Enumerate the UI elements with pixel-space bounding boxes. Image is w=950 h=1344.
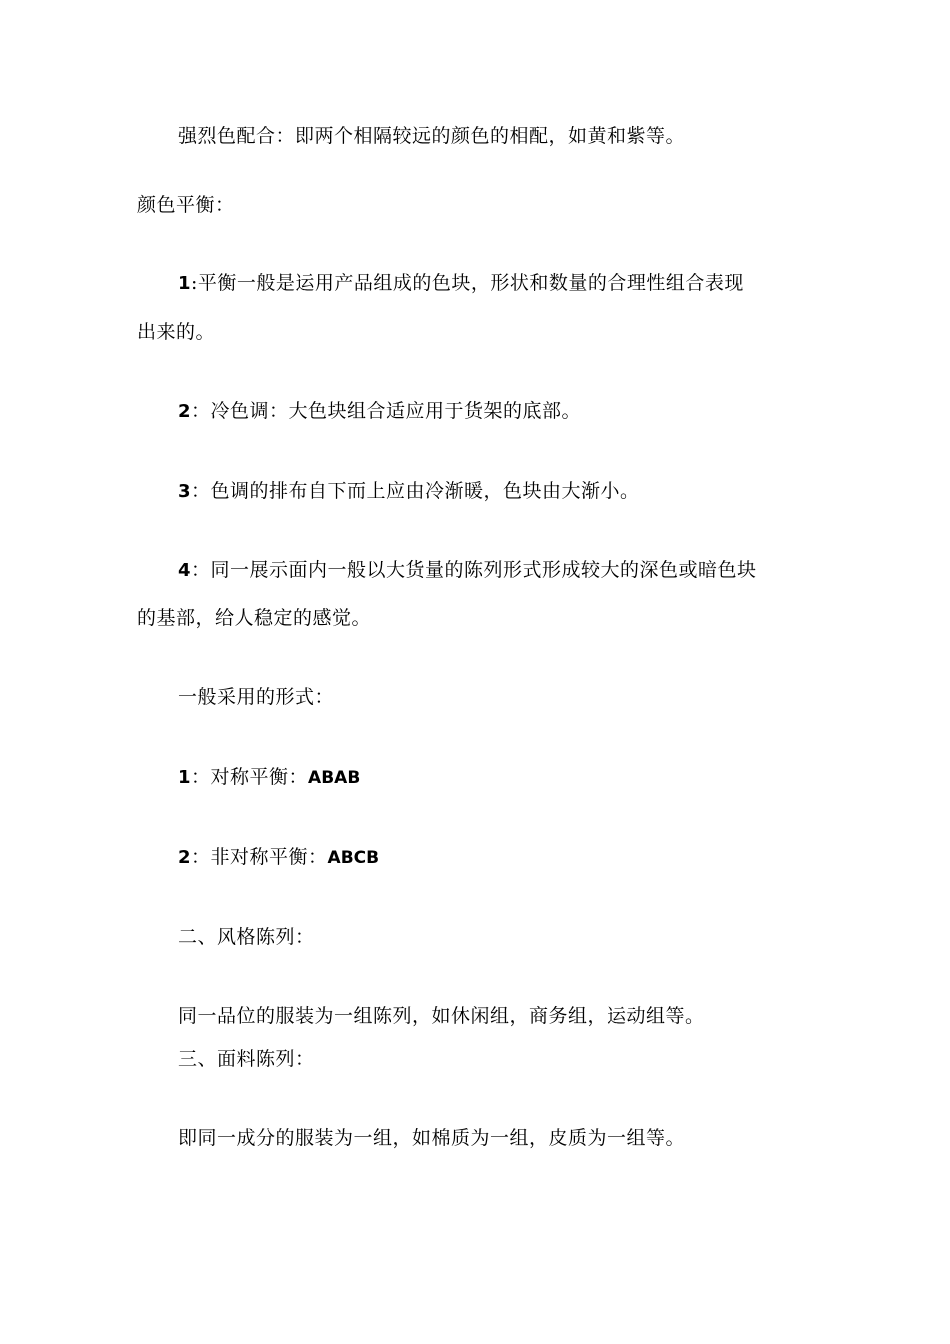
paragraph-fabric-display — [178, 1126, 685, 1150]
item-text: :平衡一般是运用产品组成的色块，形状和数量的合理性组合表现 — [191, 272, 744, 294]
heading-text: 二、风格陈列： — [178, 926, 315, 948]
heading-color-balance — [137, 193, 235, 217]
paragraph-text: 同一品位的服装为一组陈列，如休闲组，商务组，运动组等。 — [178, 1005, 705, 1027]
paragraph-text: 即同一成分的服装为一组，如棉质为一组，皮质为一组等。 — [178, 1127, 686, 1149]
item-text: 出来的。 — [137, 321, 216, 343]
balance-item-1-line-2 — [137, 320, 215, 344]
heading-text: 三、面料陈列： — [178, 1048, 315, 1070]
item-text: ：冷色调：大色块组合适应用于货架的底部。 — [191, 400, 582, 422]
balance-item-4-line-2 — [137, 606, 371, 630]
heading-style-display — [178, 925, 315, 949]
item-number: 1 — [178, 767, 192, 788]
item-text: ：色调的排布自下而上应由冷渐暖，色块由大渐小。 — [191, 480, 640, 502]
balance-item-3 — [178, 479, 640, 504]
item-text: ：对称平衡： — [191, 766, 309, 788]
paragraph-text: 强烈色配合：即两个相隔较远的颜色的相配，如黄和紫等。 — [178, 125, 686, 147]
balance-item-2 — [178, 399, 581, 424]
heading-text: 颜色平衡： — [137, 194, 235, 216]
balance-item-1-line-1 — [178, 271, 744, 296]
heading-common-forms — [178, 685, 334, 709]
item-text: ：非对称平衡： — [191, 846, 328, 868]
form-item-1 — [178, 765, 360, 790]
form-item-2 — [178, 845, 379, 870]
pattern-code: ABCB — [327, 848, 380, 868]
balance-item-4-line-1 — [178, 558, 757, 583]
item-number: 4 — [178, 560, 192, 581]
item-number: 3 — [178, 481, 192, 502]
heading-text: 一般采用的形式： — [178, 686, 335, 708]
item-number: 1 — [178, 273, 192, 294]
item-number: 2 — [178, 401, 192, 422]
item-number: 2 — [178, 847, 192, 868]
paragraph-style-display — [178, 1004, 705, 1028]
item-text: ：同一展示面内一般以大货量的陈列形式形成较大的深色或暗色块 — [191, 559, 757, 581]
item-text: 的基部，给人稳定的感觉。 — [137, 607, 372, 629]
paragraph-strong-color — [178, 124, 685, 148]
pattern-code: ABAB — [308, 768, 361, 788]
heading-fabric-display — [178, 1047, 315, 1071]
